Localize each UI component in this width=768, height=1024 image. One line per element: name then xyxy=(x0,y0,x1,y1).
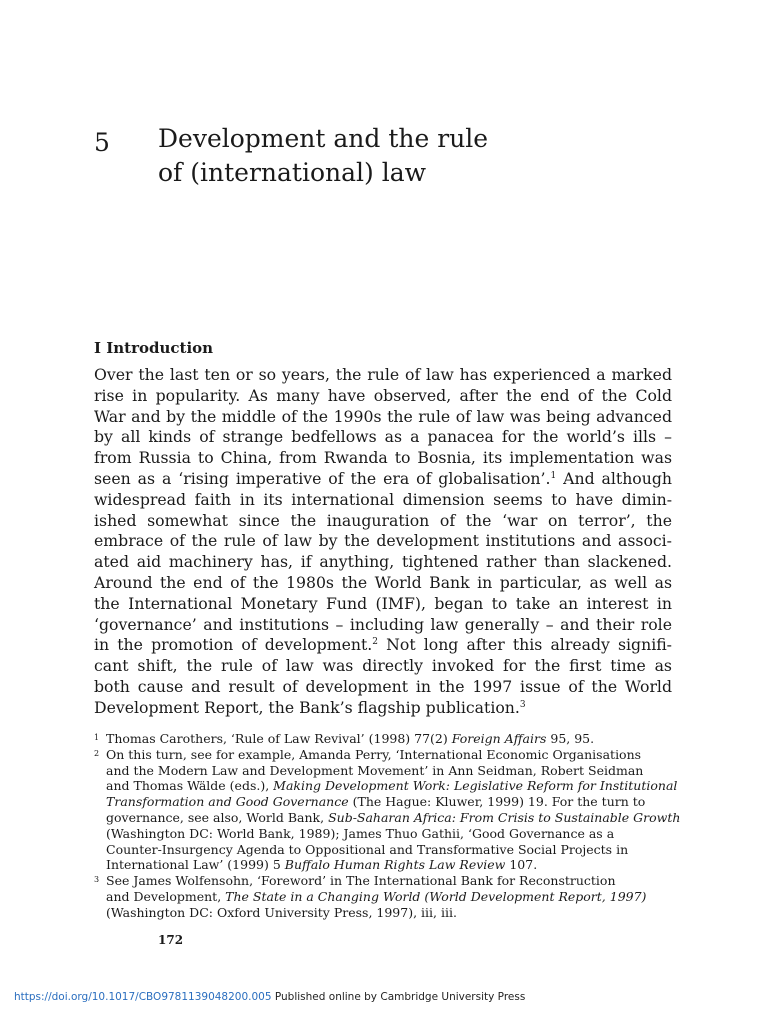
body-line xyxy=(94,469,672,490)
footnote-mark: 2 xyxy=(94,748,100,758)
footnote-text: and Development, xyxy=(106,888,226,904)
body-line: embrace of the rule of law by the development institutions and associ- xyxy=(94,531,672,551)
footnote-ref[interactable]: 1 xyxy=(550,470,557,481)
footnote-italic: The State in a Changing World (World Development Report, 1997) xyxy=(225,888,647,904)
doi-bar xyxy=(14,991,525,1003)
chapter-title xyxy=(158,122,638,190)
footnote-italic: Transformation and Good Governance xyxy=(106,794,349,810)
chapter-title-line: of (international) law xyxy=(158,158,426,187)
footnote-italic: Foreign Affairs xyxy=(451,731,547,746)
body-line: ished somewhat since the inauguration of the ‘war on terror’, the xyxy=(94,510,672,530)
footnote-2 xyxy=(94,746,681,873)
body-text: And although xyxy=(556,468,672,488)
section-heading: I Introduction xyxy=(94,339,214,357)
footnote-line xyxy=(106,889,674,905)
footnote-line: Counter-Insurgency Agenda to Oppositional and Transformative Social Projects in xyxy=(106,841,629,857)
footnote-mark: 1 xyxy=(94,733,100,742)
body-text: Development Report, the Bank’s flagship publication. xyxy=(94,697,520,717)
body-text: in the promotion of development. xyxy=(94,635,373,655)
body-line: rise in popularity. As many have observed, after the end of the Cold xyxy=(94,385,672,405)
footnote-line xyxy=(106,778,678,794)
page-number: 172 xyxy=(158,933,184,947)
footnote-text: (The Hague: Kluwer, 1999) 19. For the turn to xyxy=(348,794,646,810)
footnote-line xyxy=(106,794,674,810)
body-line: from Russia to China, from Rwanda to Bosnia, its implementation was xyxy=(94,448,672,468)
body-line: ‘governance’ and institutions – including law generally – and their role xyxy=(94,614,672,634)
body-paragraph xyxy=(94,365,672,719)
chapter-number: 5 xyxy=(94,128,110,157)
footnote-ref[interactable]: 3 xyxy=(519,699,526,710)
body-line: Over the last ten or so years, the rule of law has experienced a marked xyxy=(94,365,672,384)
footnote-line xyxy=(106,731,674,747)
body-line xyxy=(94,635,672,656)
footnote-line: On this turn, see for example, Amanda Perry, ‘International Economic Organisations xyxy=(106,746,642,762)
body-line: both cause and result of development in the 1997 issue of the World xyxy=(94,676,672,696)
body-line: by all kinds of strange bedfellows as a panacea for the world’s ills – xyxy=(94,427,672,447)
footnote-ref[interactable]: 2 xyxy=(372,637,379,648)
footnote-text: governance, see also, World Bank, xyxy=(106,809,329,825)
footnote-italic: Making Development Work: Legislative Reform for Institutional xyxy=(273,778,678,794)
footnote-mark: 3 xyxy=(94,875,100,885)
body-line: widespread faith in its international dimension seems to have dimin- xyxy=(94,489,672,509)
doi-link[interactable]: https://doi.org/10.1017/CBO9781139048200.005 xyxy=(14,991,272,1003)
footnote-line xyxy=(106,857,674,873)
footnote-line: (Washington DC: Oxford University Press, 1997), iii, iii. xyxy=(106,904,457,920)
footnote-line: and the Modern Law and Development Movement’ in Ann Seidman, Robert Seidman xyxy=(106,762,644,778)
footnote-3 xyxy=(94,873,674,920)
footnote-text: Thomas Carothers, ‘Rule of Law Revival’ (1998) 77(2) xyxy=(106,731,452,746)
footnote-text: and Thomas Wälde (eds.), xyxy=(106,778,274,794)
body-line: War and by the middle of the 1990s the rule of law was being advanced xyxy=(94,406,672,426)
footnote-text: 107. xyxy=(505,857,538,873)
chapter-title-line: Development and the rule xyxy=(158,124,489,153)
body-line: the International Monetary Fund (IMF), began to take an interest in xyxy=(94,593,672,613)
body-line xyxy=(94,698,672,719)
body-line: Around the end of the 1980s the World Bank in particular, as well as xyxy=(94,572,672,592)
body-line: ated aid machinery has, if anything, tightened rather than slackened. xyxy=(94,552,672,572)
body-text: Not long after this already signifi- xyxy=(378,635,672,655)
footnote-italic: Buffalo Human Rights Law Review xyxy=(284,857,506,873)
footnote-line: (Washington DC: World Bank, 1989); James Thuo Gathii, ‘Good Governance as a xyxy=(106,825,615,841)
footnote-text: International Law’ (1999) 5 xyxy=(106,857,285,873)
body-text: seen as a ‘rising imperative of the era of globalisation’. xyxy=(94,468,551,488)
footnote-italic: Sub-Saharan Africa: From Crisis to Sustainable Growth xyxy=(328,809,681,825)
footnote-line: See James Wolfensohn, ‘Foreword’ in The International Bank for Reconstruction xyxy=(106,873,616,889)
footnote-1 xyxy=(94,731,674,747)
footnote-line xyxy=(106,809,681,826)
body-line: cant shift, the rule of law was directly invoked for the first time as xyxy=(94,656,672,676)
footnotes xyxy=(94,731,681,921)
footnote-text: 95, 95. xyxy=(546,731,595,746)
publisher-note: Published online by Cambridge University Press xyxy=(271,991,526,1003)
